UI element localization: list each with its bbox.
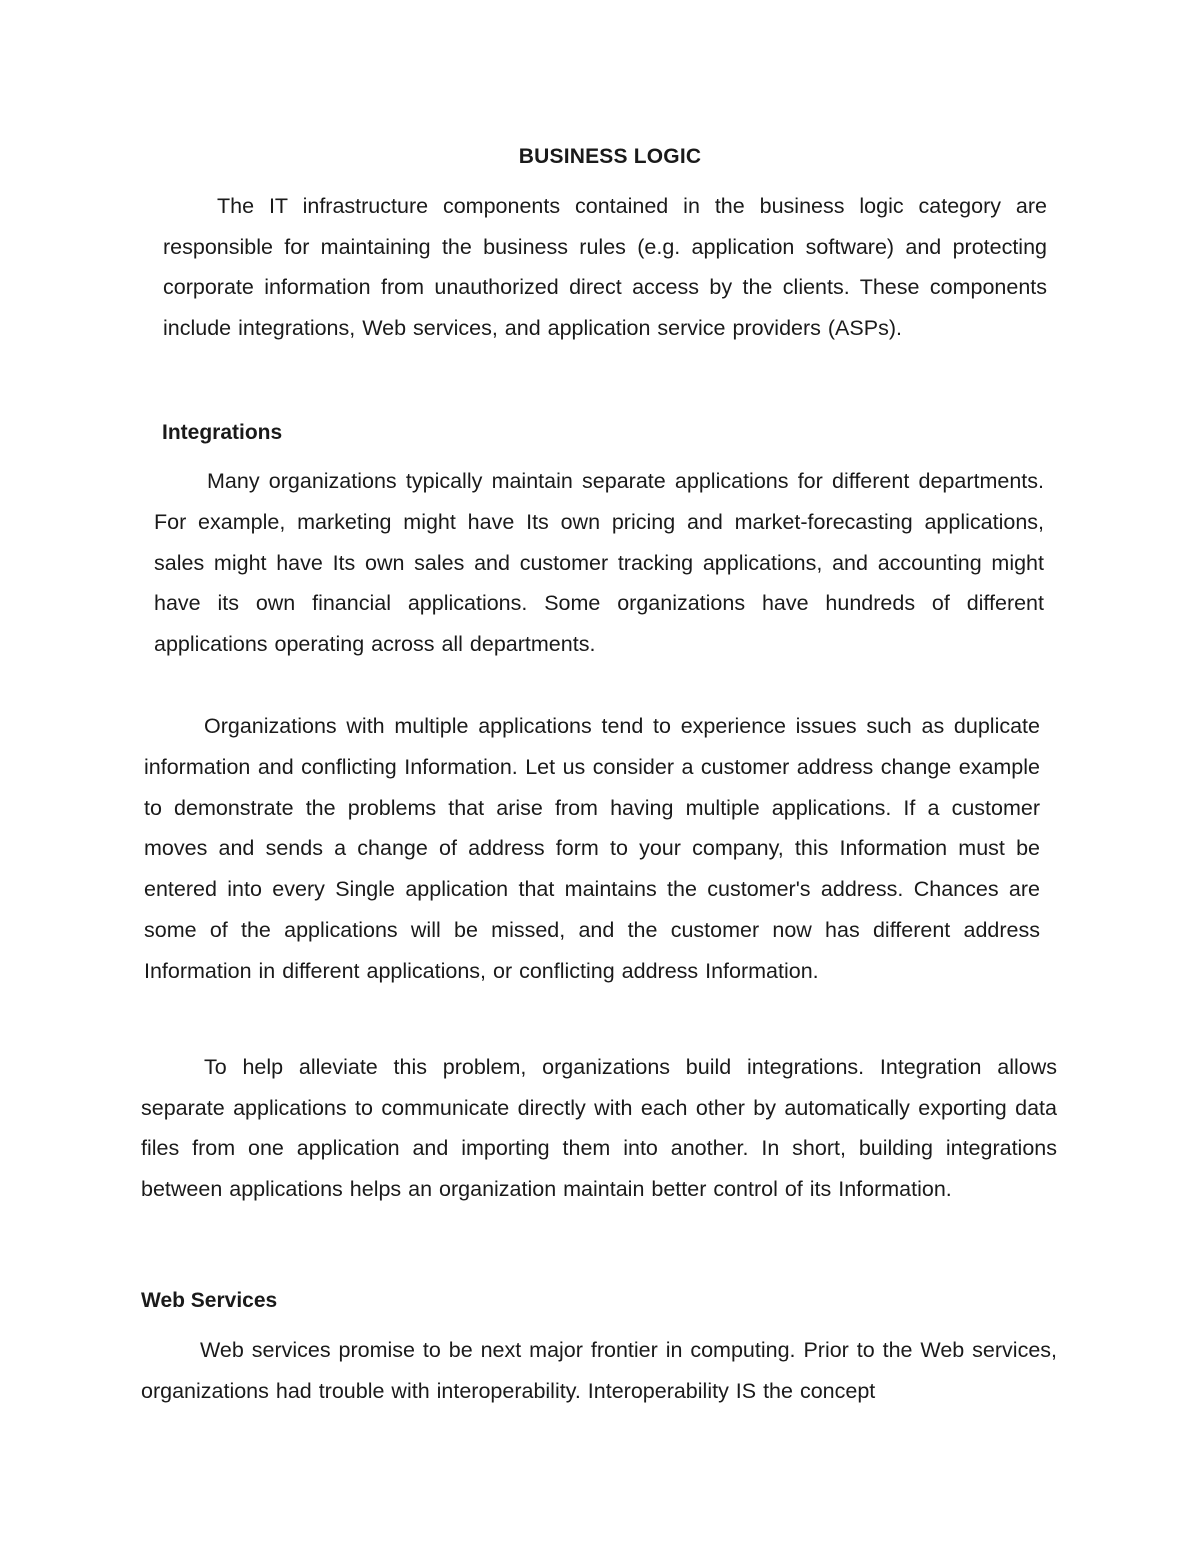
section-heading-integrations: Integrations	[162, 421, 283, 444]
page-title: BUSINESS LOGIC	[518, 145, 702, 168]
section-heading-web-services: Web Services	[141, 1289, 278, 1312]
intro-paragraph: The IT infrastructure components contained in the business logic category are responsible for maintaining the business rules (e.g. application software) and protecting corporate information from unauthorized direct access by the clients. These components include integrations, Web services, and application service providers (ASPs).	[163, 194, 1047, 341]
integrations-paragraph-3: To help alleviate this problem, organizations build integrations. Integration allows separate applications to communicate directly with each other by automatically exporting data files from one application and importing them into another. In short, building integrations between applications helps an organization maintain better control of its Information.	[141, 1055, 1057, 1201]
integrations-paragraph-1: Many organizations typically maintain separate applications for different departments. For example, marketing might have Its own pricing and market-forecasting applications, sales might have Its own sales and customer tracking applications, and accounting might have its own financial applications. Some organizations have hundreds of different applications operating across all departments.	[154, 469, 1044, 657]
integrations-paragraph-2: Organizations with multiple applications tend to experience issues such as duplicate information and conflicting Information. Let us consider a customer address change example to demonstrate the problems that arise from having multiple applications. If a customer moves and sends a change of address form to your company, this Information must be entered into every Single application that maintains the customer's address. Chances are some of the applications will be missed, and the customer now has different address Information in different applications, or conflicting address Information.	[144, 714, 1040, 983]
web-services-paragraph-1: Web services promise to be next major frontier in computing. Prior to the Web services, organizations had trouble with interoperability. Interoperability IS the concept	[141, 1338, 1057, 1403]
